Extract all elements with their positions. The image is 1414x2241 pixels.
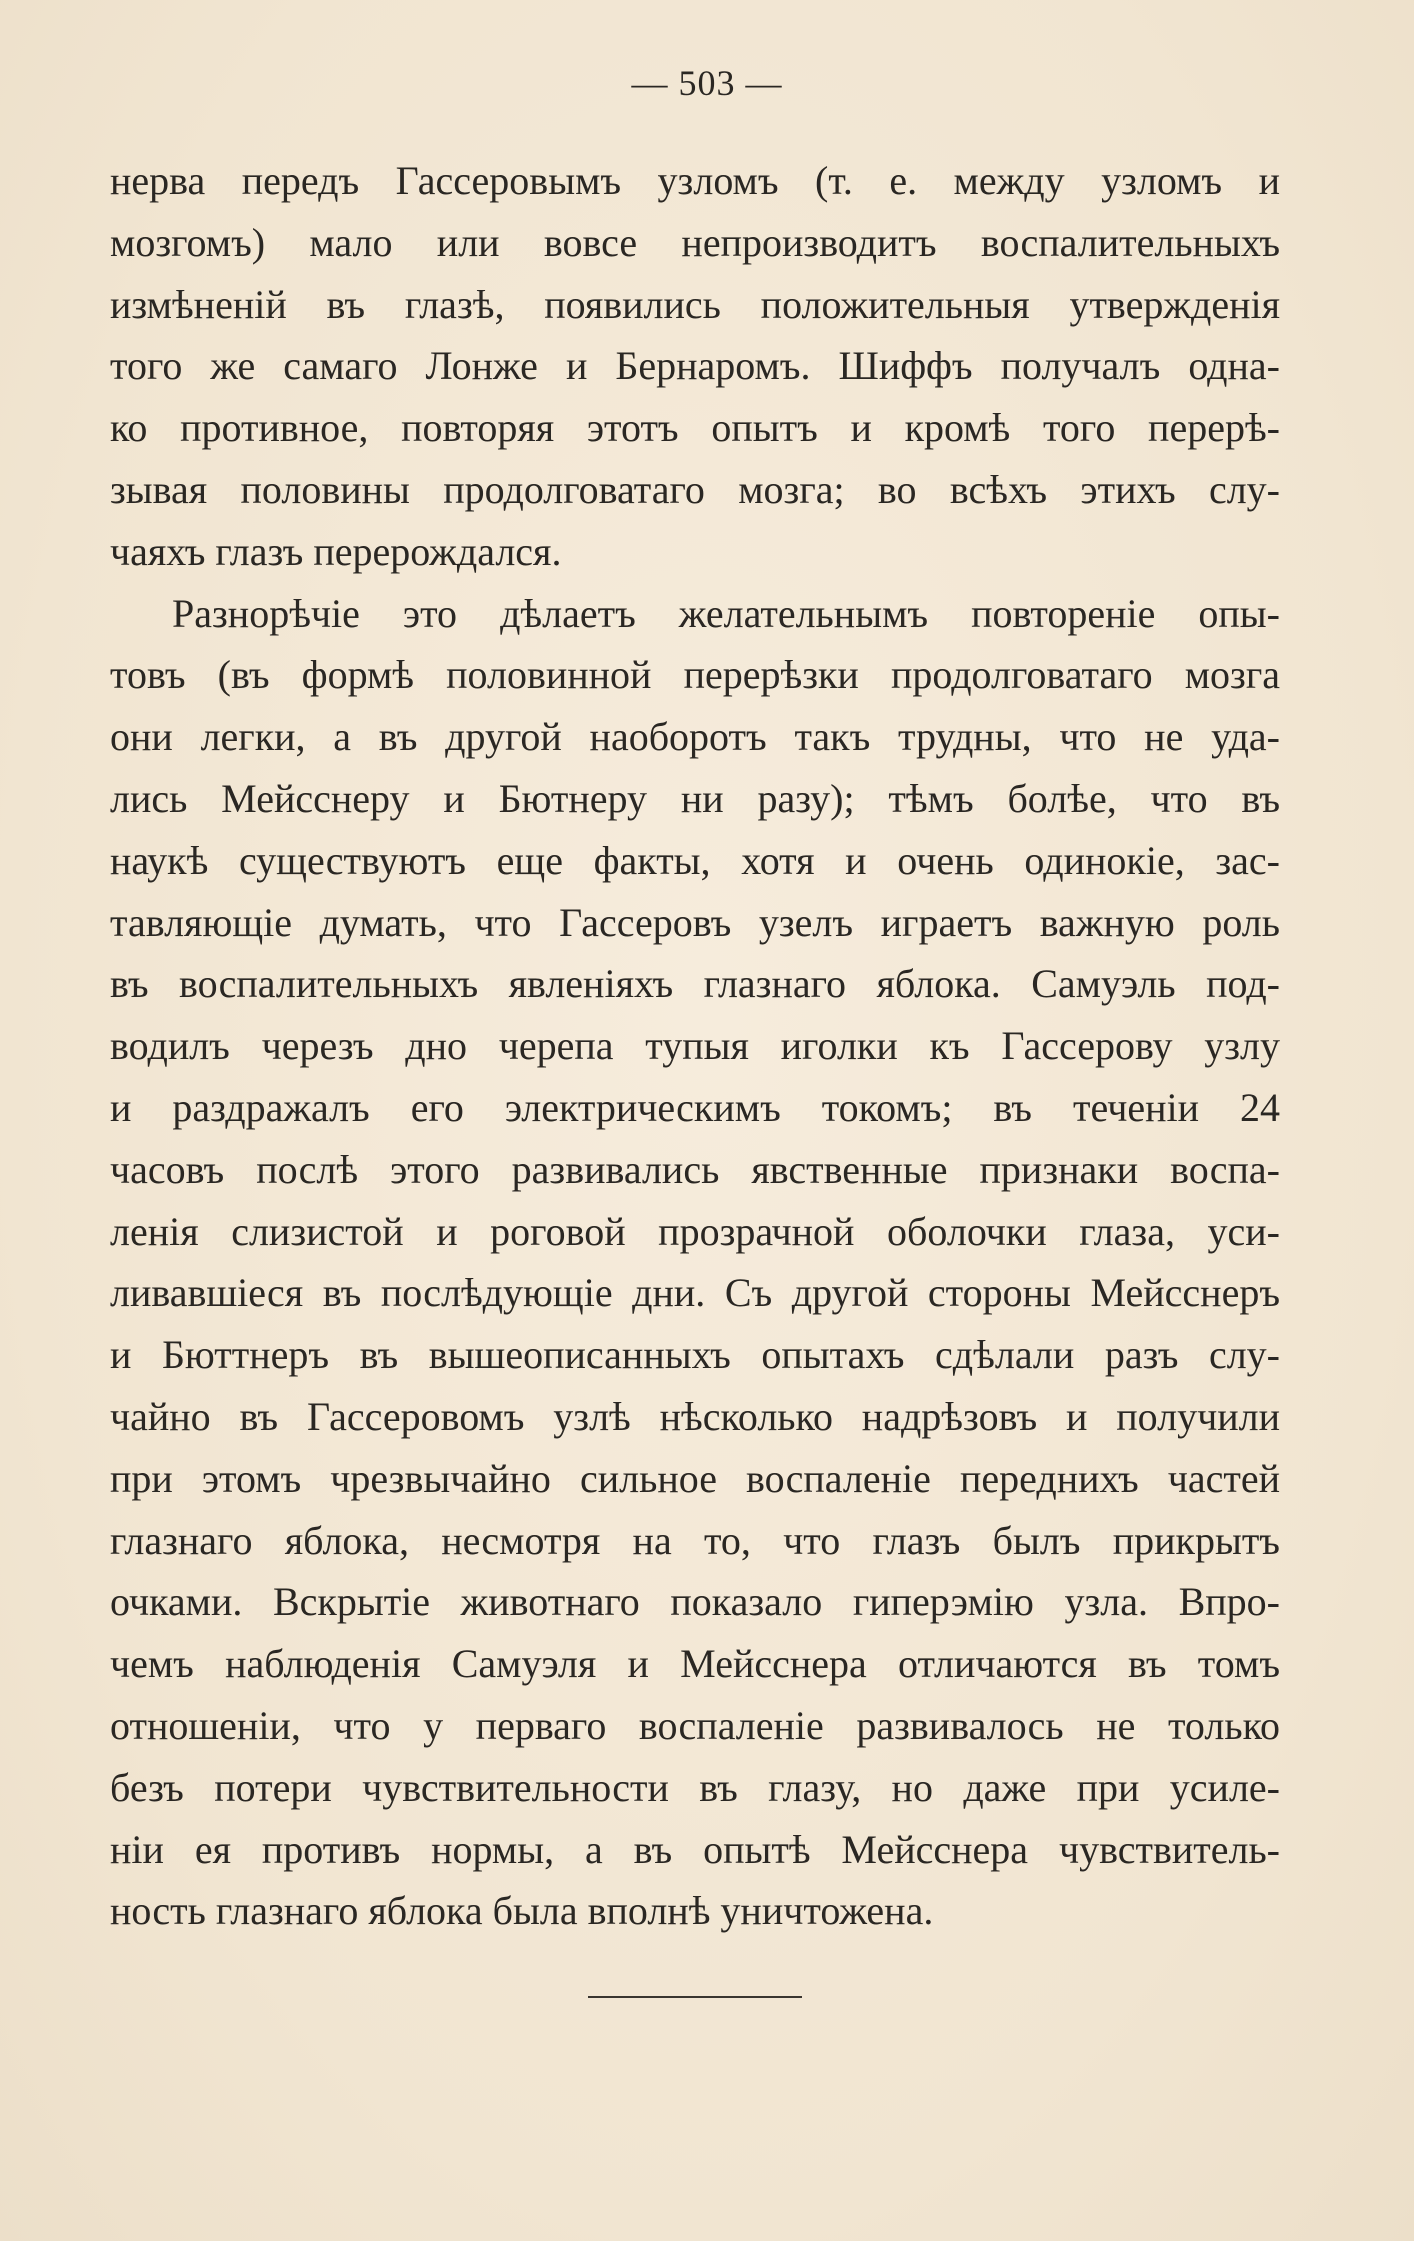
text-line: ко противное, повторяя этотъ опытъ и кромѣ того перерѣ- xyxy=(110,405,1280,451)
text-line: товъ (въ формѣ половинной перерѣзки продолговатаго мозга xyxy=(110,652,1280,698)
text-line: Разнорѣчіе это дѣлаетъ желательнымъ повтореніе опы- xyxy=(172,590,1280,636)
text-line: ность глазнаго яблока была вполнѣ уничтожена. xyxy=(110,1888,934,1934)
text-line: и раздражалъ его электрическимъ токомъ; въ теченіи 24 xyxy=(110,1084,1280,1130)
text-line: тавляющіе думать, что Гассеровъ узелъ играетъ важную роль xyxy=(110,899,1280,945)
text-line: ливавшіеся въ послѣдующіе дни. Съ другой стороны Мейсснеръ xyxy=(110,1270,1280,1316)
text-line: безъ потери чувствительности въ глазу, но даже при усиле- xyxy=(110,1764,1280,1810)
text-line: при этомъ чрезвычайно сильное воспаленіе переднихъ частей xyxy=(110,1455,1280,1501)
text-line: они легки, а въ другой наоборотъ такъ трудны, что не уда- xyxy=(110,714,1280,760)
text-line: глазнаго яблока, несмотря на то, что глазъ былъ прикрытъ xyxy=(110,1517,1280,1563)
text-line: ніи ея противъ нормы, а въ опытѣ Мейсснера чувствитель- xyxy=(110,1826,1280,1872)
text-line: чемъ наблюденія Самуэля и Мейсснера отличаются въ томъ xyxy=(110,1641,1280,1687)
page-number: — 503 — xyxy=(631,63,783,103)
text-line: измѣненій въ глазѣ, появились положительныя утвержденія xyxy=(110,281,1280,327)
text-line: очками. Вскрытіе животнаго показало гиперэмію узла. Впро- xyxy=(110,1579,1280,1625)
text-line: зывая половины продолговатаго мозга; во всѣхъ этихъ слу- xyxy=(110,466,1280,512)
text-line: отношеніи, что у перваго воспаленіе развивалось не только xyxy=(110,1702,1280,1748)
text-line: наукѣ существуютъ еще факты, хотя и очень одинокіе, зас- xyxy=(110,837,1280,883)
text-line: того же самаго Лонже и Бернаромъ. Шиффъ получалъ одна- xyxy=(110,343,1280,389)
text-line: и Бюттнеръ въ вышеописанныхъ опытахъ сдѣлали разъ слу- xyxy=(110,1332,1280,1378)
text-line: лись Мейсснеру и Бютнеру ни разу); тѣмъ болѣе, что въ xyxy=(110,775,1280,821)
text-line: чаяхъ глазъ перерождался. xyxy=(110,528,562,574)
paragraph-1 xyxy=(110,150,1280,583)
text-line: часовъ послѣ этого развивались явственные признаки воспа- xyxy=(110,1146,1280,1192)
text-line: въ воспалительныхъ явленіяхъ глазнаго яблока. Самуэль под- xyxy=(110,961,1280,1007)
text-line: ленія слизистой и роговой прозрачной оболочки глаза, уси- xyxy=(110,1208,1280,1254)
paragraph-2 xyxy=(110,583,1280,1943)
text-line: чайно въ Гассеровомъ узлѣ нѣсколько надрѣзовъ и получили xyxy=(110,1393,1280,1439)
section-divider xyxy=(588,1996,802,1998)
text-line: мозгомъ) мало или вовсе непроизводитъ воспалительныхъ xyxy=(110,219,1280,265)
body-text xyxy=(110,150,1280,1942)
text-line: нерва передъ Гассеровымъ узломъ (т. е. между узломъ и xyxy=(110,158,1280,203)
text-line: водилъ черезъ дно черепа тупыя иголки къ Гассерову узлу xyxy=(110,1023,1280,1069)
